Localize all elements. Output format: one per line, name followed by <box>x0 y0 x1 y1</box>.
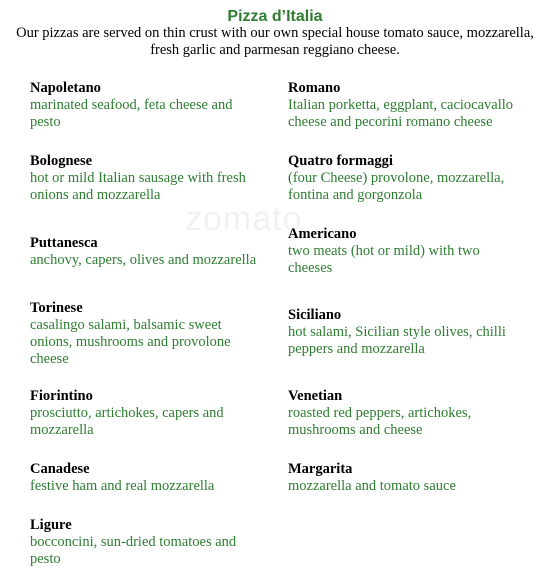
item-name: Puttanesca <box>30 235 98 251</box>
item-description: bocconcini, sun-dried tomatoes and pesto <box>30 534 237 567</box>
item-description: Italian porketta, eggplant, caciocavallo cheese and pecorini romano cheese <box>288 97 514 130</box>
item-description: roasted red peppers, artichokes, mushrooms and cheese <box>288 405 472 438</box>
menu-intro <box>0 25 550 59</box>
item-description: hot or mild Italian sausage with fresh onions and mozzarella <box>30 170 246 203</box>
menu-item-quatro-formaggi <box>288 153 543 204</box>
item-name: Venetian <box>288 388 343 404</box>
item-description: casalingo salami, balsamic sweet onions, mushrooms and provolone cheese <box>30 317 231 367</box>
item-description: marinated seafood, feta cheese and pesto <box>30 97 233 130</box>
menu-item-venetian <box>288 388 543 439</box>
menu-item-siciliano <box>288 307 543 358</box>
menu-item-americano <box>288 226 543 277</box>
item-name: Torinese <box>30 300 83 316</box>
item-name: Fiorintino <box>30 388 93 404</box>
item-description: prosciutto, artichokes, capers and mozzarella <box>30 405 224 438</box>
menu-item-napoletano <box>30 80 285 131</box>
item-name: Napoletano <box>30 80 101 96</box>
intro-line-2: fresh garlic and parmesan reggiano cheese. <box>150 42 400 58</box>
watermark-logo: zomato <box>185 200 303 238</box>
item-description: festive ham and real mozzarella <box>30 478 215 494</box>
item-description: mozzarella and tomato sauce <box>288 478 456 494</box>
item-description: hot salami, Sicilian style olives, chilli peppers and mozzarella <box>288 324 506 357</box>
item-name: Americano <box>288 226 357 242</box>
item-description: two meats (hot or mild) with two cheeses <box>288 243 480 276</box>
menu-item-canadese <box>30 461 285 495</box>
item-name: Canadese <box>30 461 90 477</box>
menu-title: Pizza d’Italia <box>227 8 323 25</box>
item-name: Siciliano <box>288 307 342 323</box>
menu-item-margarita <box>288 461 543 495</box>
item-name: Margarita <box>288 461 353 477</box>
item-name: Ligure <box>30 517 72 533</box>
item-name: Bolognese <box>30 153 93 169</box>
menu-item-fiorintino <box>30 388 285 439</box>
item-name: Quatro formaggi <box>288 153 393 169</box>
item-name: Romano <box>288 80 341 96</box>
menu-item-torinese <box>30 300 285 368</box>
menu-item-puttanesca <box>30 235 285 269</box>
item-description: (four Cheese) provolone, mozzarella, fontina and gorgonzola <box>288 170 505 203</box>
item-description: anchovy, capers, olives and mozzarella <box>30 252 257 268</box>
menu-item-ligure <box>30 517 285 568</box>
intro-line-1: Our pizzas are served on thin crust with our own special house tomato sauce, mozzarella, <box>16 25 534 41</box>
menu-item-romano <box>288 80 543 131</box>
menu-item-bolognese <box>30 153 285 204</box>
